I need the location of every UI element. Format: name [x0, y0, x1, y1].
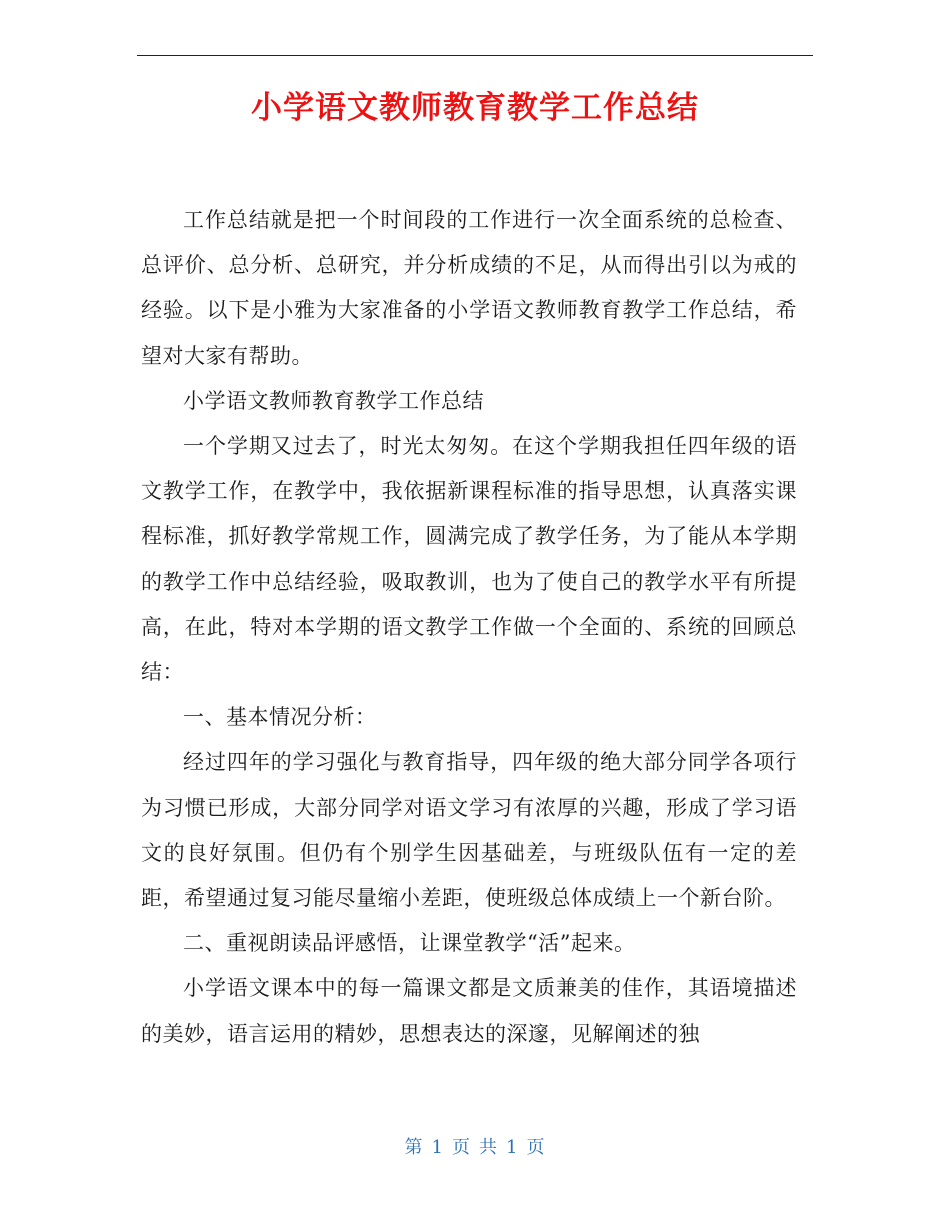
footer-total-pages: 1	[506, 1137, 519, 1158]
paragraph-situation: 经过四年的学习强化与教育指导，四年级的绝大部分同学各项行为习惯已形成，大部分同学对语文学习有浓厚的兴趣，形成了学习语文的良好氛围。但仍有个别学生因基础差，与班级队伍有一定的差距，希望通过复习能尽量缩小差距，使班级总体成绩上一个新台阶。	[141, 750, 797, 911]
paragraph-reading: 小学语文课本中的每一篇课文都是文质兼美的佳作，其语境描述的美妙，语言运用的精妙，思想表达的深邃，见解阐述的独	[141, 976, 797, 1046]
document-body	[141, 198, 797, 1057]
paragraph-intro: 工作总结就是把一个时间段的工作进行一次全面系统的总检查、总评价、总分析、总研究，并分析成绩的不足，从而得出引以为戒的经验。以下是小雅为大家准备的小学语文教师教育教学工作总结，希望对大家有帮助。	[141, 208, 797, 368]
footer-current-page: 1	[431, 1137, 444, 1158]
paragraph-opening: 一个学期又过去了，时光太匆匆。在这个学期我担任四年级的语文教学工作，在教学中，我依据新课程标准的指导思想，认真落实课程标准，抓好教学常规工作，圆满完成了教学任务，为了能从本学期的教学工作中总结经验，吸取教训，也为了使自己的教学水平有所提高，在此，特对本学期的语文教学工作做一个全面的、系统的回顾总结：	[141, 434, 797, 685]
section-heading-1: 一、基本情况分析：	[183, 705, 377, 730]
footer-label-unit2: 页	[526, 1137, 546, 1158]
footer-label-page: 第	[404, 1137, 424, 1158]
section-heading-2: 二、重视朗读品评感悟，让课堂教学“活”起来。	[183, 931, 636, 956]
footer-label-total: 共	[479, 1137, 498, 1158]
paragraph-subtitle: 小学语文教师教育教学工作总结	[183, 388, 484, 413]
page-footer	[0, 1133, 950, 1159]
footer-label-unit: 页	[452, 1137, 471, 1158]
document-title: 小学语文教师教育教学工作总结	[251, 90, 699, 126]
header-rule	[137, 55, 813, 56]
